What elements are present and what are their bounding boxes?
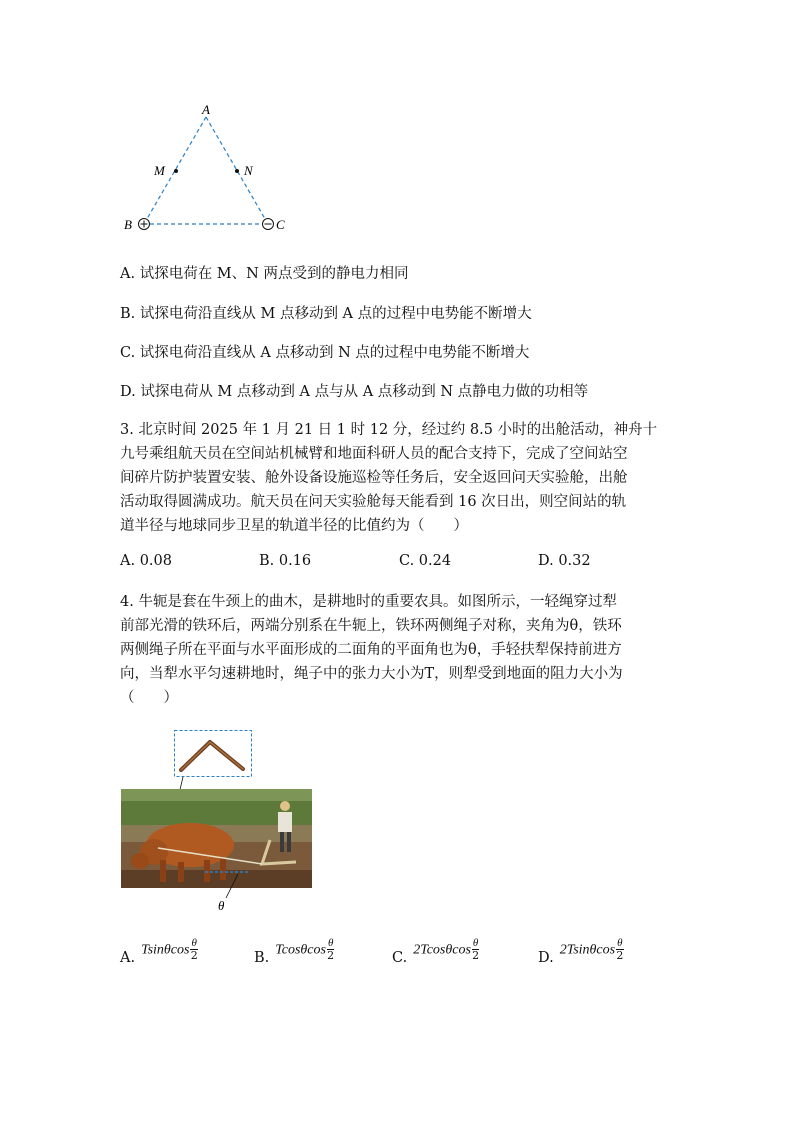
q3-option-c: C. 0.24 bbox=[399, 553, 452, 569]
answer-fraction bbox=[616, 938, 623, 961]
fraction-numerator: θ bbox=[327, 937, 334, 949]
point-n-dot bbox=[235, 169, 239, 173]
q4-answer-b bbox=[254, 938, 334, 966]
q4-answer-a bbox=[120, 938, 198, 966]
answer-label: B. bbox=[254, 949, 270, 966]
theta-label: θ bbox=[218, 898, 225, 913]
fraction-denominator: 2 bbox=[472, 949, 480, 962]
q2-option-c: C. 试探电荷沿直线从 A 点移动到 N 点的过程中电势能不断增大 bbox=[120, 345, 530, 361]
point-m-dot bbox=[174, 169, 178, 173]
fraction-denominator: 2 bbox=[327, 949, 335, 962]
q4-answer-d bbox=[538, 938, 624, 966]
q4-line: （ ） bbox=[120, 690, 178, 706]
answer-label: A. bbox=[120, 949, 136, 966]
q3-options bbox=[120, 553, 680, 575]
label-b: B bbox=[124, 217, 132, 232]
q3-option-d: D. 0.32 bbox=[538, 553, 591, 569]
q2-option-a: A. 试探电荷在 M、N 两点受到的静电力相同 bbox=[120, 266, 409, 282]
q4-line: 向，当犁水平匀速耕地时，绳子中的张力大小为T，则犁受到地面的阻力大小为 bbox=[120, 666, 623, 682]
fraction-numerator: θ bbox=[191, 937, 197, 949]
answer-label: C. bbox=[392, 949, 408, 966]
q3-line: 间碎片防护装置安装、舱外设备设施巡检等任务后，安全返回问天实验舱，出舱 bbox=[120, 470, 628, 486]
negative-charge-icon bbox=[263, 219, 274, 230]
triangle-charge-figure bbox=[0, 0, 794, 240]
label-n: N bbox=[244, 163, 253, 178]
q4-line: 两侧绳子所在平面与水平面形成的二面角的平面角也为θ，手轻扶犁保持前进方 bbox=[120, 642, 622, 658]
answer-expr: Tcosθcos bbox=[275, 942, 326, 958]
fraction-numerator: θ bbox=[472, 937, 479, 949]
q3-line: 活动取得圆满成功。航天员在问天实验舱每天能看到 16 次日出，则空间站的轨 bbox=[120, 494, 627, 510]
answer-expr: Tsinθcos bbox=[141, 942, 190, 958]
q3-option-b: B. 0.16 bbox=[259, 553, 312, 569]
yoke-inset-box bbox=[175, 731, 252, 777]
answer-label: D. bbox=[538, 949, 554, 966]
answer-fraction bbox=[190, 938, 197, 961]
positive-charge-icon bbox=[139, 219, 150, 230]
q3-stem bbox=[120, 418, 680, 538]
q4-stem bbox=[120, 590, 680, 710]
q4-answer-c bbox=[392, 938, 479, 966]
q4-line: 4. 牛轭是套在牛颈上的曲木，是耕地时的重要农具。如图所示，一轻绳穿过犁 bbox=[120, 594, 617, 610]
label-c: C bbox=[276, 217, 285, 232]
fraction-numerator: θ bbox=[617, 937, 623, 949]
label-a: A bbox=[202, 102, 210, 117]
q3-option-a: A. 0.08 bbox=[120, 553, 172, 569]
q3-line: 3. 北京时间 2025 年 1 月 21 日 1 时 12 分，经过约 8.5 小时的出舱活动，神舟十 bbox=[120, 422, 658, 438]
answer-fraction bbox=[327, 938, 334, 961]
q4-line: 前部光滑的铁环后，两端分别系在牛轭上，铁环两侧绳子对称，夹角为θ，铁环 bbox=[120, 618, 622, 634]
answer-expr: 2Tsinθcos bbox=[559, 942, 616, 958]
ox-yoke-plough-figure bbox=[0, 722, 794, 922]
answer-expr: 2Tcosθcos bbox=[413, 942, 471, 958]
q3-line: 九号乘组航天员在空间站机械臂和地面科研人员的配合支持下，完成了空间站空 bbox=[120, 446, 628, 462]
q2-option-b: B. 试探电荷沿直线从 M 点移动到 A 点的过程中电势能不断增大 bbox=[120, 306, 532, 322]
fraction-denominator: 2 bbox=[616, 949, 624, 962]
answer-fraction bbox=[472, 938, 479, 961]
fraction-denominator: 2 bbox=[190, 949, 198, 962]
label-m: M bbox=[154, 163, 165, 178]
q2-option-d: D. 试探电荷从 M 点移动到 A 点与从 A 点移动到 N 点静电力做的功相等 bbox=[120, 384, 589, 400]
q3-line: 道半径与地球同步卫星的轨道半径的比值约为（ ） bbox=[120, 518, 468, 534]
ploughing-photo bbox=[121, 789, 312, 888]
